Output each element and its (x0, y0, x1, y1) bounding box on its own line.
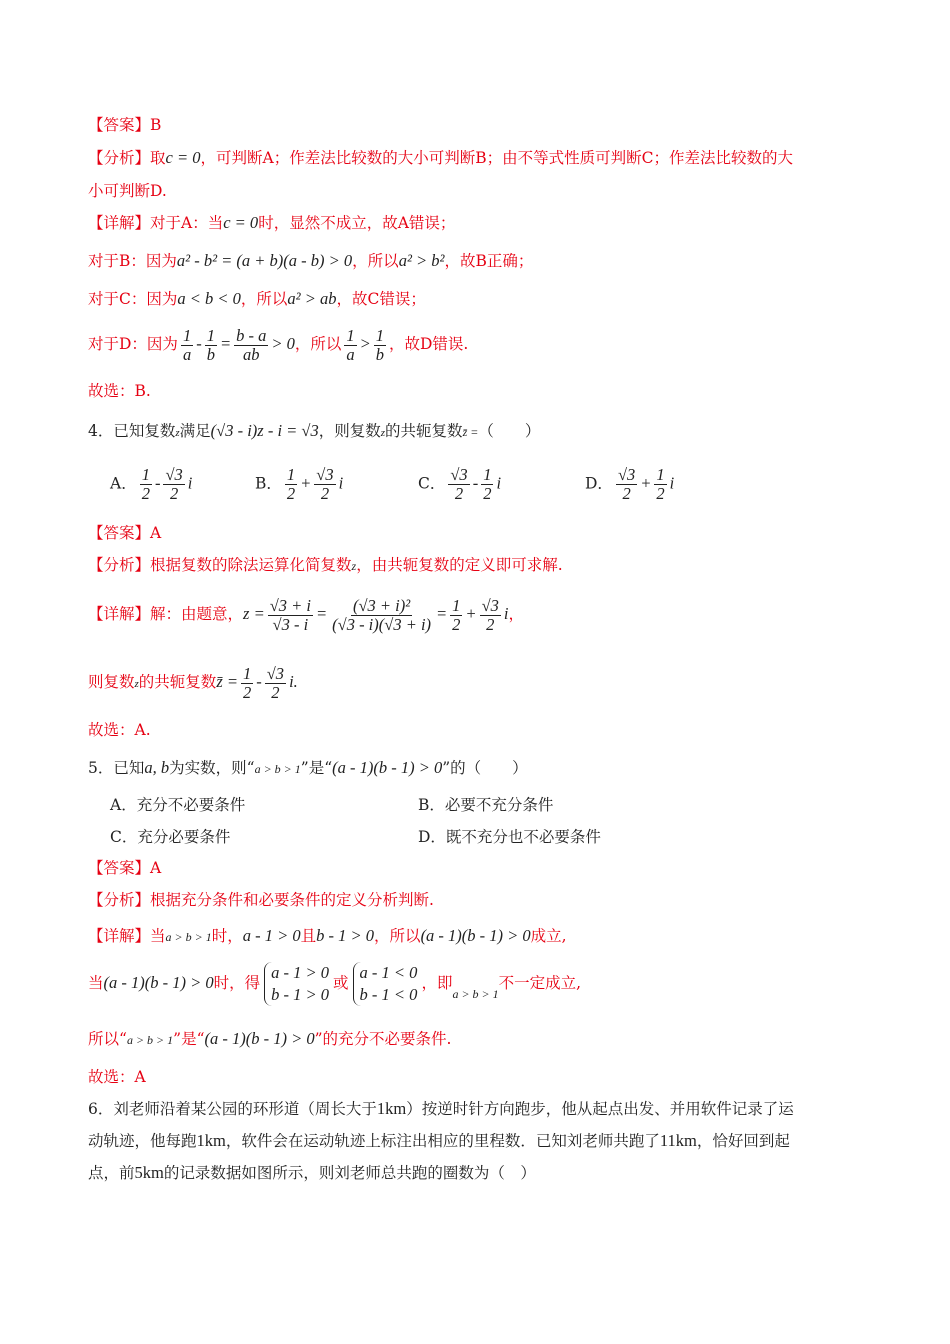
fraction: $\frac{√3}{2}$ (481, 595, 499, 634)
q5-option-b: B．必要不充分条件 (418, 796, 554, 814)
q3-detail-c (88, 288, 855, 310)
q3-math: a² > b² (398, 251, 445, 270)
system-brace: a - 1 < 0 b - 1 < 0 (353, 962, 418, 1006)
fraction: $\frac{1}{b}$ (206, 325, 215, 364)
fraction: $\frac{1}{2}$ (243, 663, 252, 702)
fraction: $\frac{b - a}{ab}$ (236, 325, 267, 364)
q3-text: 对于D：因为 (88, 335, 178, 353)
q3-text: ，故C错误； (336, 290, 426, 308)
q6-line3: 点，前5km的记录数据如图所示，则刘老师总共跑的圈数为（ ） (88, 1163, 536, 1182)
q5-analysis: 【分析】根据充分条件和必要条件的定义分析判断. (88, 891, 434, 909)
q3-analysis-text: 取 (150, 149, 166, 167)
q3-math: a < b < 0 (177, 289, 241, 308)
q3-text: ，所以 (294, 335, 342, 353)
q3-analysis-line2: 小可判断D. (88, 182, 167, 200)
q4-conjugate: 则复数z的共轭复数z̄ = $\frac{1}{2}$ - $\frac{√3}{2}$ i. (88, 663, 298, 702)
q4-answer: 【答案】A (88, 524, 162, 542)
q3-text: 对于B：因为 (88, 252, 177, 270)
q3-math: a² > ab (287, 289, 337, 308)
q3-text: 对于C：因为 (88, 290, 178, 308)
q5-detail-line1: 【详解】当a > b > 1时，a - 1 > 0且b - 1 > 0，所以(a - 1)(b - 1) > 0成立, (88, 926, 567, 945)
system-brace: a - 1 > 0 b - 1 > 0 (264, 962, 329, 1006)
q5-answer: 【答案】A (88, 859, 162, 877)
q3-choose: 故选：B. (88, 382, 151, 400)
q5-choose: 故选：A (88, 1068, 146, 1086)
q4-stem: 4．已知复数z满足(√3 - i)z - i = √3，则复数z的共轭复数z̄ =（ ） (88, 421, 541, 440)
q5-option-d: D．既不充分也不必要条件 (418, 828, 601, 846)
fraction: $\frac{1}{2}$ (452, 595, 461, 634)
q3-math: c = 0 (223, 213, 259, 232)
q3-text: 对于A：当 (150, 214, 224, 232)
q5-detail-line2: 当(a - 1)(b - 1) > 0时，得 a - 1 > 0 b - 1 > 0 或 a - 1 < 0 b - 1 < 0 ，即$_{a > b > 1}$不一定成立, (88, 963, 582, 1004)
fraction: $\frac{1}{b}$ (375, 325, 384, 364)
q3-answer: 【答案】B (88, 116, 162, 134)
q5-detail-line3: 所以“a > b > 1”是“(a - 1)(b - 1) > 0”的充分不必要条件. (88, 1029, 452, 1048)
q4-option-c: C． $\frac{√3}{2}$ - $\frac{1}{2}$ i (418, 465, 502, 503)
q3-detail-a (88, 212, 855, 234)
fraction: $\frac{1}{a}$ (346, 325, 355, 364)
q3-text: ，故B正确； (444, 252, 534, 270)
q3-math: a² - b² = (a + b)(a - b) > 0 (176, 251, 353, 270)
q3-text: ，故D错误. (389, 335, 469, 353)
fraction: $\frac{√3}{2}$ (266, 663, 285, 702)
q3-text: ，所以 (240, 290, 288, 308)
q3-analysis-text: ，可判断A；作差法比较数的大小可判断B；由不等式性质可判断C；作差法比较数的大 (200, 149, 793, 167)
q3-text: ，所以 (352, 252, 399, 270)
q5-option-c: C．充分必要条件 (110, 828, 231, 846)
q3-detail-tag: 【详解】 (88, 214, 151, 232)
q3-text: 时，显然不成立，故A错误； (258, 214, 456, 232)
q6-line2: 动轨迹，他每跑1km，软件会在运动轨迹上标注出相应的里程数．已知刘老师共跑了11km，恰好回到起 (88, 1131, 790, 1150)
q4-detail: 【详解】解：由题意，z = $\frac{√3 + i}{√3 - i}$ = $\frac{\text{(√3 + i)²}}{(√3 - i)(√3 + i)}$ = $\frac{1}{2}$ + $\frac{√3}{2}$ i， (88, 595, 524, 634)
q3-analysis-line1 (88, 147, 855, 169)
q5-option-a: A．充分不必要条件 (110, 796, 246, 814)
q5-stem: 5．已知a, b为实数，则“a > b > 1”是“(a - 1)(b - 1) > 0”的（ ） (88, 758, 528, 777)
q3-analysis-tag: 【分析】 (88, 149, 151, 167)
q3-analysis-cond: c = 0 (165, 148, 201, 167)
fraction: $\frac{\text{(√3 + i)²}}{(√3 - i)(√3 + i)}$ (332, 595, 432, 634)
q3-detail-d: 对于D：因为 $\frac{1}{a}$ - $\frac{1}{b}$ = $\frac{b - a}{ab}$ > 0，所以 $\frac{1}{a}$ > $\frac{1}{b}$ ，故D错误. (88, 325, 469, 364)
fraction: $\frac{√3 + i}{√3 - i}$ (269, 595, 311, 634)
q4-option-d: D． $\frac{√3}{2}$ + $\frac{1}{2}$ i (585, 465, 675, 503)
fraction: $\frac{1}{a}$ (182, 325, 192, 364)
q4-equation: (√3 - i)z - i = √3 (210, 421, 319, 440)
q4-option-b: B． $\frac{1}{2}$ + $\frac{√3}{2}$ i (255, 465, 344, 503)
q4-analysis: 【分析】根据复数的除法运算化简复数z，由共轭复数的定义即可求解. (88, 556, 563, 574)
q3-detail-b (88, 250, 855, 272)
q4-option-a: A． $\frac{1}{2}$ - $\frac{√3}{2}$ i (110, 465, 193, 503)
q4-choose: 故选：A. (88, 721, 151, 739)
q6-line1: 6．刘老师沿着某公园的环形道（周长大于1km）按逆时针方向跑步，他从起点出发、并用软件记录了运 (88, 1099, 794, 1118)
